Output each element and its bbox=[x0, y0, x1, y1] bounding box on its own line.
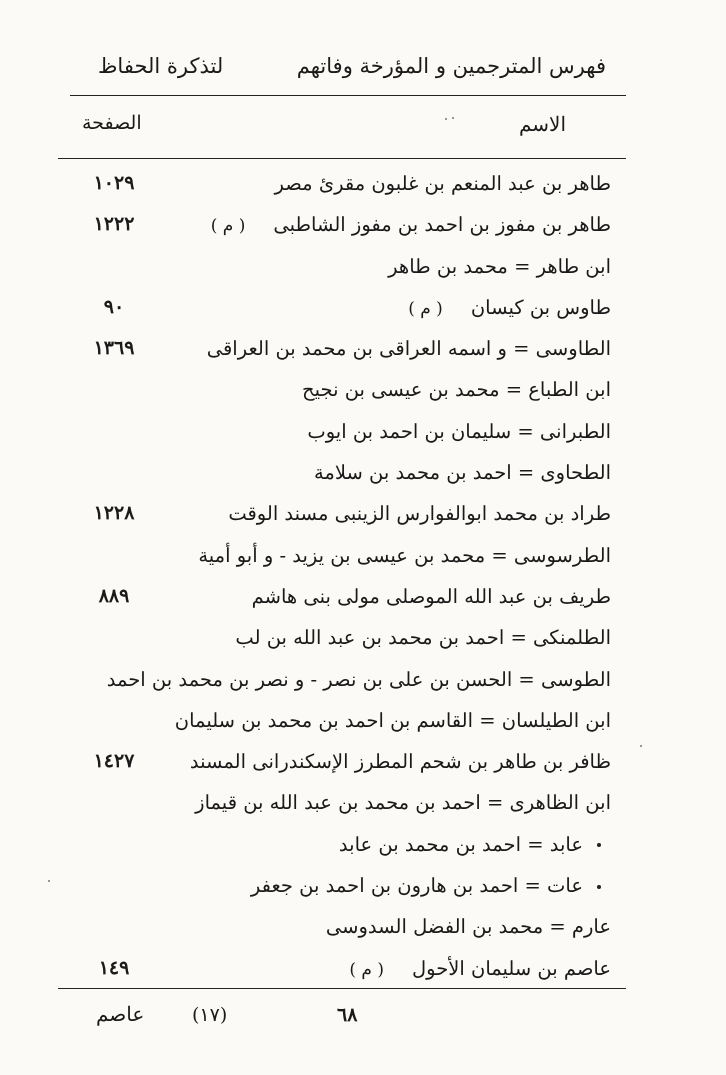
paper-speck bbox=[452, 117, 454, 119]
page-footer bbox=[0, 1000, 726, 1040]
column-header-rule bbox=[58, 158, 626, 159]
entry-name bbox=[275, 172, 611, 195]
index-entry bbox=[0, 166, 726, 207]
paper-speck bbox=[445, 118, 447, 120]
index-entry bbox=[0, 951, 726, 992]
index-entry bbox=[0, 414, 726, 455]
entry-name-text: الطرسوسی = محمد بن عیسی بن یزید - و أبو أمیة bbox=[198, 543, 611, 567]
entry-name-text: طاهر بن عبد المنعم بن غلبون مقرئ مصر bbox=[274, 172, 611, 195]
index-entries bbox=[0, 166, 726, 992]
entry-name-text: طریف بن عبد الله الموصلی مولی بنی هاشم bbox=[251, 584, 611, 608]
entry-name-text: ابن الطیلسان = القاسم بن احمد بن محمد بن سلیمان bbox=[174, 708, 611, 732]
index-entry bbox=[0, 249, 726, 290]
column-header-page: الصفحة bbox=[82, 112, 142, 134]
entry-name bbox=[302, 378, 611, 401]
index-entry bbox=[0, 827, 726, 868]
entry-name bbox=[326, 915, 611, 938]
index-entry bbox=[0, 620, 726, 661]
entry-name-text: الطلمنکی = احمد بن محمد بن عبد الله بن لب bbox=[235, 626, 611, 650]
entry-page: ١٣٦٩ bbox=[93, 337, 135, 360]
entry-name-text: ابن الظاهری = احمد بن محمد بن عبد الله بن قیماز bbox=[195, 791, 611, 815]
entry-name-text: عاصم بن سلیمان الأحول bbox=[411, 956, 611, 980]
entry-name-text: عارم = محمد بن الفضل السدوسی bbox=[325, 915, 611, 939]
running-head-title: فهرس المترجمين و المؤرخة وفاتهم bbox=[296, 54, 606, 78]
catchword: عاصم bbox=[96, 1002, 145, 1026]
index-entry bbox=[0, 785, 726, 826]
entry-name bbox=[211, 213, 611, 236]
index-entry bbox=[0, 496, 726, 537]
index-entry bbox=[0, 909, 726, 950]
entry-name-text: الطبرانی = سلیمان بن احمد بن ایوب bbox=[307, 419, 611, 443]
entry-name bbox=[107, 668, 611, 691]
entry-name-text: الطاوسی = و اسمه العراقی بن محمد بن العراقی bbox=[206, 337, 611, 361]
entry-name bbox=[307, 420, 611, 443]
entry-name bbox=[349, 957, 611, 980]
entry-name bbox=[388, 255, 611, 278]
entry-name-text: ابن الطباع = محمد بن عیسی بن نجیح bbox=[302, 378, 611, 402]
entry-page: ١٢٢٨ bbox=[93, 502, 135, 525]
entry-name-text: عابد = احمد بن محمد بن عابد bbox=[338, 832, 583, 856]
ditto-mark bbox=[597, 843, 601, 847]
entry-name-text: ظافر بن طاهر بن شحم المطرز الإسکندرانی المسند bbox=[189, 750, 611, 774]
entry-name bbox=[314, 461, 611, 484]
entry-name bbox=[175, 709, 611, 732]
entry-page: ٨٨٩ bbox=[98, 584, 130, 607]
index-entry bbox=[0, 455, 726, 496]
entry-name bbox=[207, 337, 611, 360]
entry-name-text: ابن طاهر = محمد بن طاهر bbox=[388, 254, 611, 278]
entry-page: ١٤٢٧ bbox=[93, 750, 135, 773]
index-entry bbox=[0, 662, 726, 703]
part-number: (١٧) bbox=[192, 1004, 228, 1026]
entry-page: ١٠٢٩ bbox=[93, 172, 135, 194]
entry-name bbox=[198, 544, 611, 567]
index-entry bbox=[0, 868, 726, 909]
paper-speck bbox=[640, 745, 642, 747]
entry-name-text: طراد بن محمد ابوالفوارس الزینبی مسند الوقت bbox=[228, 502, 611, 526]
entry-name bbox=[235, 626, 611, 649]
page-number: ٦٨ bbox=[337, 1004, 358, 1026]
index-entry bbox=[0, 744, 726, 785]
entry-name bbox=[190, 750, 611, 773]
footer-rule bbox=[58, 988, 626, 989]
entry-name bbox=[195, 791, 611, 814]
entry-name-text: الطوسی = الحسن بن علی بن نصر - و نصر بن محمد بن احمد bbox=[106, 667, 611, 691]
ditto-mark bbox=[597, 885, 601, 889]
entry-name-text: طاهر بن مفوز بن احمد بن مفوز الشاطبی bbox=[273, 213, 611, 237]
index-entry bbox=[0, 372, 726, 413]
entry-name bbox=[339, 833, 601, 856]
entry-mark: ( م ) bbox=[408, 298, 443, 319]
entry-name bbox=[228, 502, 611, 525]
entry-name-text: عات = احمد بن هارون بن احمد بن جعفر bbox=[250, 874, 583, 898]
entry-name-text: الطحاوی = احمد بن محمد بن سلامة bbox=[313, 461, 611, 485]
index-entry bbox=[0, 703, 726, 744]
index-entry bbox=[0, 207, 726, 248]
index-entry bbox=[0, 290, 726, 331]
entry-name bbox=[408, 296, 611, 319]
column-header-name: الاسم bbox=[518, 112, 566, 136]
entry-mark: ( م ) bbox=[210, 216, 246, 237]
index-entry bbox=[0, 331, 726, 372]
entry-name-text: طاوس بن کیسان bbox=[470, 295, 611, 319]
running-head-book: لتذكرة الحفاظ bbox=[98, 54, 224, 78]
entry-name bbox=[251, 874, 601, 897]
paper-speck bbox=[48, 880, 50, 882]
entry-name bbox=[252, 585, 611, 608]
entry-page: ١٢٢٢ bbox=[93, 213, 135, 236]
entry-page: ٩٠ bbox=[103, 295, 125, 318]
index-entry bbox=[0, 579, 726, 620]
entry-mark: ( م ) bbox=[349, 959, 384, 980]
entry-page: ١٤٩ bbox=[98, 956, 130, 979]
header-rule bbox=[70, 95, 626, 96]
index-entry bbox=[0, 538, 726, 579]
